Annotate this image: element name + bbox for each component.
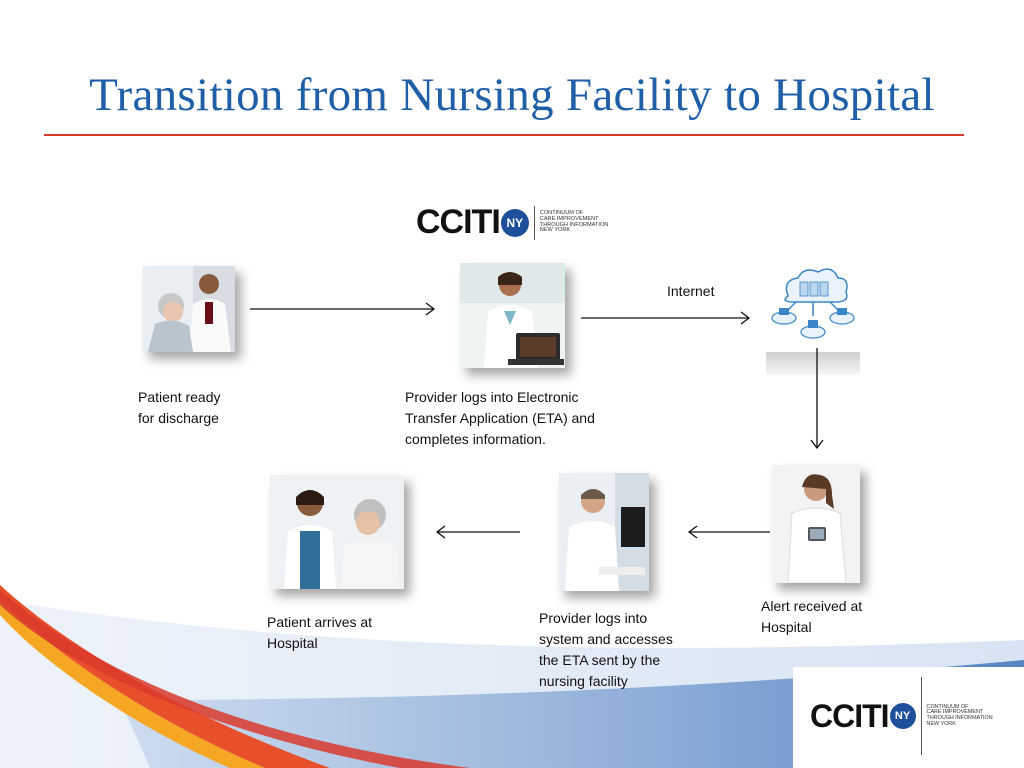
logo-wordmark: CCITI (810, 697, 889, 734)
internet-label: Internet (667, 283, 715, 299)
step-label-alert-received: Alert received at Hospital (761, 598, 863, 635)
logo-tagline: CONTINUUM OF CARE IMPROVEMENT THROUGH INFORMATION NEW YORK (539, 209, 609, 234)
page-title: Transition from Nursing Facility to Hospital (89, 69, 935, 121)
logo-ny-badge: NY (890, 703, 916, 729)
cciti-logo-bottom (810, 677, 993, 755)
logo-wordmark: CCITI (416, 203, 500, 241)
step-label-patient-ready: Patient ready for discharge (138, 389, 221, 426)
step-label-provider-accesses-eta: Provider logs into system and accesses the ETA sent by the nursing facility (539, 610, 673, 689)
logo-tagline: CONTINUUM OF CARE IMPROVEMENT THROUGH INFORMATION NEW YORK (926, 703, 993, 727)
step-label-patient-arrives: Patient arrives at Hospital (267, 614, 373, 651)
logo-ny-badge: NY (501, 209, 529, 237)
step-label-provider-logs-eta: Provider logs into Electronic Transfer Application (ETA) and completes information. (405, 389, 595, 447)
logo-separator (921, 677, 922, 755)
